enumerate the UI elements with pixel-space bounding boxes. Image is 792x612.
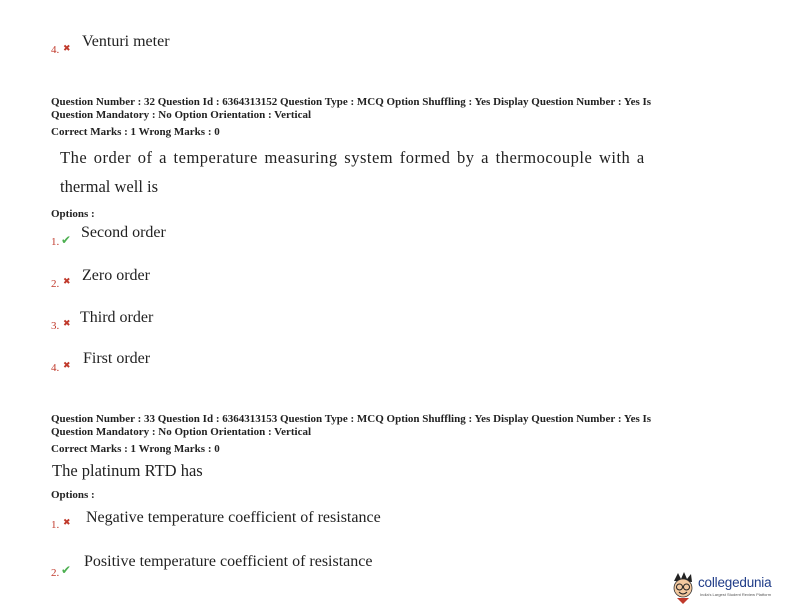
question-marks: Correct Marks : 1 Wrong Marks : 0 (51, 126, 220, 138)
question-text: The platinum RTD has (52, 461, 203, 480)
option-number: 4. (51, 44, 60, 56)
option-text: Positive temperature coefficient of resistance (84, 553, 373, 570)
option-number: 2. (51, 278, 60, 290)
mascot-icon (670, 571, 698, 605)
question-marks: Correct Marks : 1 Wrong Marks : 0 (51, 443, 220, 455)
option-text: Second order (81, 224, 166, 241)
option-number: 1. (51, 519, 60, 531)
option-number: 4. (51, 362, 60, 374)
question-meta-line: Question Mandatory : No Option Orientation : Vertical (51, 109, 312, 121)
check-icon: ✔ (61, 563, 72, 577)
logo-tagline: India's Largest Student Review Platform (700, 592, 772, 597)
option-number: 1. (51, 236, 60, 248)
option-text: Zero order (82, 267, 150, 284)
logo-brand: collegedunia (698, 575, 772, 590)
check-icon: ✔ (61, 233, 72, 247)
option-number: 3. (51, 320, 60, 332)
cross-icon: ✖ (63, 319, 71, 329)
option-text: Third order (80, 309, 154, 326)
collegedunia-logo (670, 571, 786, 605)
question-meta-line: Question Mandatory : No Option Orientation : Vertical (51, 426, 312, 438)
option-number: 2. (51, 567, 60, 579)
cross-icon: ✖ (63, 277, 71, 287)
cross-icon: ✖ (63, 44, 71, 54)
options-label: Options : (51, 489, 95, 501)
cross-icon: ✖ (63, 518, 71, 528)
option-text: First order (83, 350, 151, 367)
options-label: Options : (51, 208, 95, 220)
option-text: Negative temperature coefficient of resistance (86, 509, 381, 526)
question-meta-line: Question Number : 32 Question Id : 6364313152 Question Type : MCQ Option Shuffling : Yes Display Question Number : Yes Is (51, 96, 652, 108)
cross-icon: ✖ (63, 361, 71, 371)
question-text: thermal well is (60, 177, 159, 196)
option-text: Venturi meter (82, 33, 170, 50)
question-meta-line: Question Number : 33 Question Id : 6364313153 Question Type : MCQ Option Shuffling : Yes Display Question Number : Yes Is (51, 413, 652, 425)
question-text: The order of a temperature measuring system formed by a thermocouple with a (60, 148, 645, 167)
